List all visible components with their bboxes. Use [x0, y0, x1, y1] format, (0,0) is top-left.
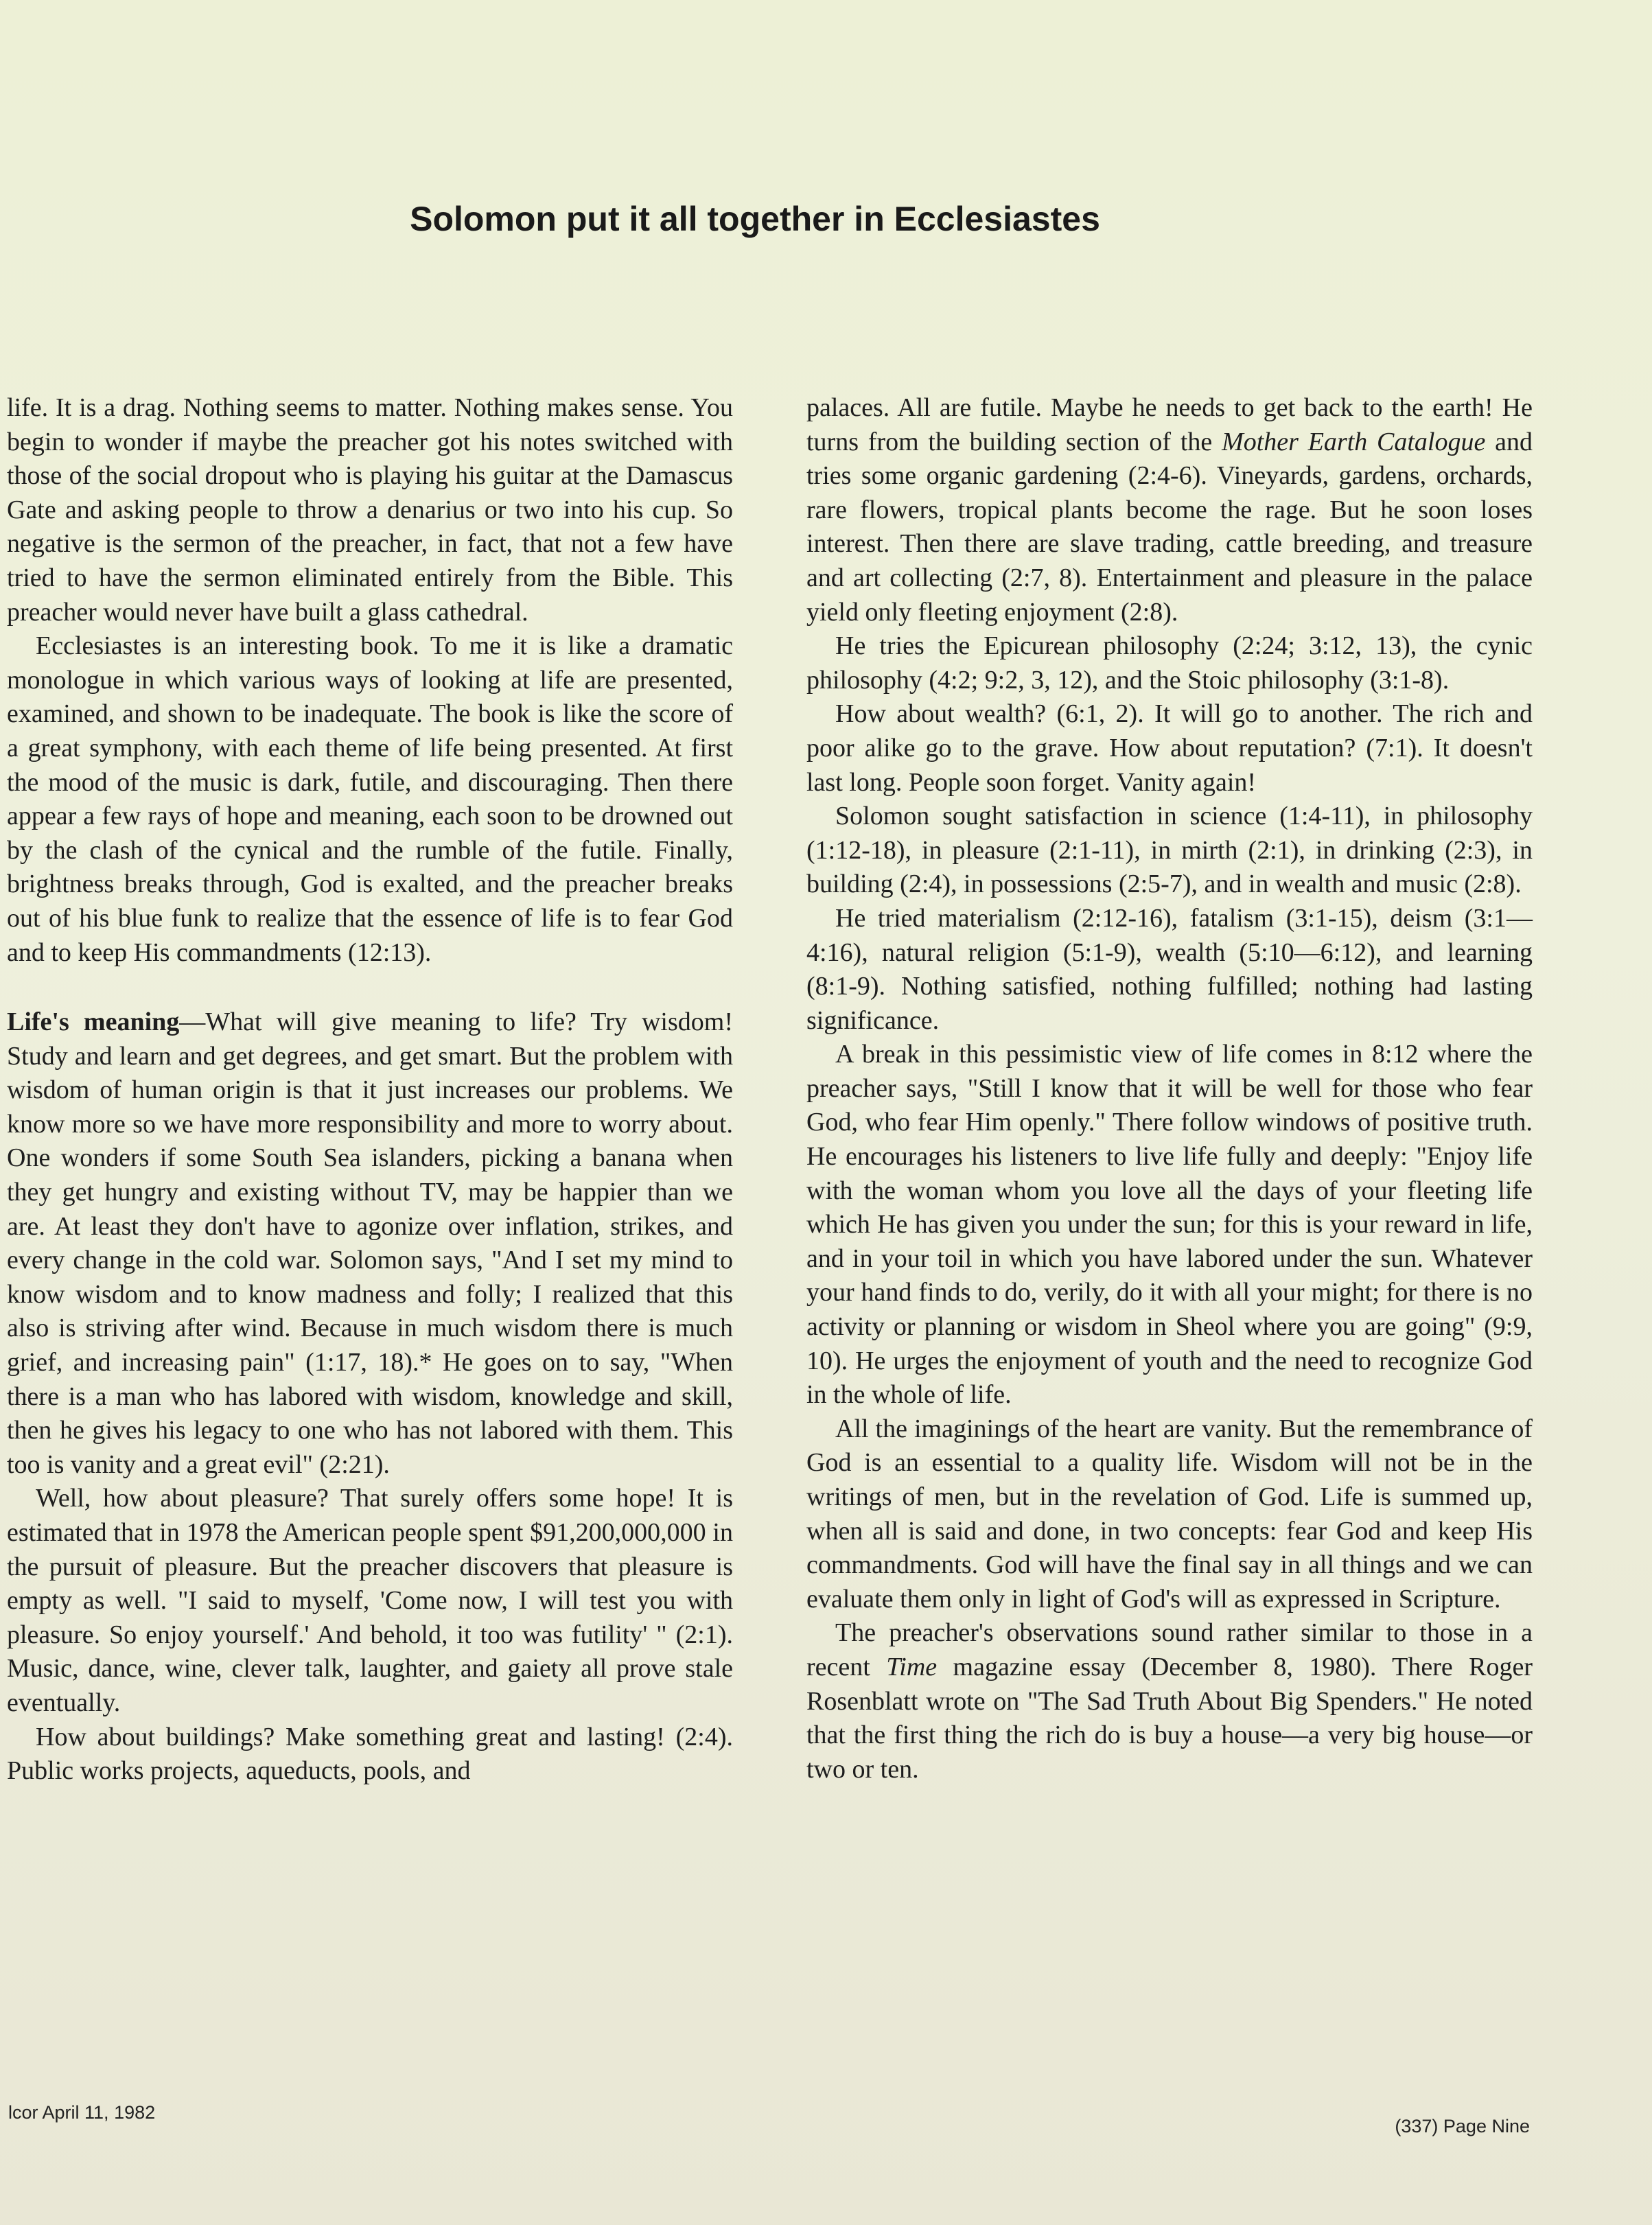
italic-title: Time: [886, 1652, 938, 1681]
paragraph: Solomon sought satisfaction in science (1:4-11), in philosophy (1:12-18), in pleasure (2:1-11), in mirth (2:1), in drinking (2:3), in building (2:4), in possessions (2:5-7), and in wealth and music (2:8).: [806, 802, 1533, 899]
paragraph: A break in this pessimistic view of life comes in 8:12 where the preacher says, "Still I know that it will be well for those who fear God, who fear Him openly." There follow windows of positive truth. He encourages his listeners to live life fully and deeply: "Enjoy life with the woman whom you love all the days of your fleeting life which He has given you under the sun; for this is your reward in life, and in your toil in which you have labored under the sun. Whatever your hand finds to do, verily, do it with all your might; for there is no activity or planning or wisdom in Sheol where you are going" (9:9, 10). He urges the enjoyment of youth and the need to recognize God in the whole of life.: [806, 1040, 1533, 1410]
right-column: [806, 391, 1533, 1786]
paragraph: He tries the Epicurean philosophy (2:24; 3:12, 13), the cynic philosophy (4:2; 9:2, 3, 12), and the Stoic philosophy (3:1-8).: [806, 631, 1533, 695]
run-in-heading: Life's meaning: [7, 1007, 180, 1037]
paragraph: life. It is a drag. Nothing seems to matter. Nothing makes sense. You begin to wonder if maybe the preacher got his notes switched with those of the social dropout who is playing his guitar at the Damascus Gate and asking people to throw a denarius or two into his cup. So negative is the sermon of the preacher, in fact, that not a few have tried to have the sermon eliminated entirely from the Bible. This preacher would never have built a glass cathedral.: [7, 393, 733, 627]
paragraph: How about wealth? (6:1, 2). It will go to another. The rich and poor alike go to the grave. How about reputation? (7:1). It doesn't last long. People soon forget. Vanity again!: [806, 699, 1533, 797]
paragraph: [806, 391, 1533, 629]
paragraph-text: —What will give meaning to life? Try wisdom! Study and learn and get degrees, and get smart. But the problem with wisdom of human origin is that it just increases our problems. We know more so we have more responsibility and more to worry about. One wonders if some South Sea islanders, picking a banana when they get hungry and existing without TV, may be happier than we are. At least they don't have to agonize over inflation, strikes, and every change in the cold war. Solomon says, "And I set my mind to know wisdom and to know madness and folly; I realized that this also is striving after wind. Because in much wisdom there is much grief, and increasing pain" (1:17, 18).* He goes on to say, "When there is a man who has labored with wisdom, knowledge and skill, then he gives his legacy to one who has not labored with them. This too is vanity and a great evil" (2:21).: [7, 1007, 733, 1479]
paragraph: How about buildings? Make something great and lasting! (2:4). Public works projects, aqueducts, pools, and: [7, 1722, 733, 1786]
article-title: Solomon put it all together in Ecclesiastes: [410, 200, 1100, 238]
footer-date: lcor April 11, 1982: [8, 2102, 156, 2123]
paragraph: He tried materialism (2:12-16), fatalism (3:1-15), deism (3:1—4:16), natural religion (5:1-9), wealth (5:10—6:12), and learning (8:1-9). Nothing satisfied, nothing fulfilled; nothing had lasting significance.: [806, 903, 1533, 1035]
left-column: [7, 391, 733, 1789]
paragraph-text: The preacher's observations sound rather similar to those in a recent: [806, 1618, 1533, 1681]
paragraph-text: palaces. All are futile. Maybe he needs to get back to the earth! He turns from the building section of the: [806, 393, 1533, 456]
paragraph: Ecclesiastes is an interesting book. To me it is like a dramatic monologue in which various ways of looking at life are presented, examined, and shown to be inadequate. The book is like the score of a great symphony, with each theme of life being presented. At first the mood of the music is dark, futile, and discouraging. Then there appear a few rays of hope and meaning, each soon to be drowned out by the clash of the cynical and the rumble of the futile. Finally, brightness breaks through, God is exalted, and the preacher breaks out of his blue funk to realize that the essence of life is to fear God and to keep His commandments (12:13).: [7, 631, 733, 967]
paragraph-lifes-meaning: [7, 1005, 733, 1482]
italic-title: Mother Earth Catalogue: [1222, 427, 1486, 456]
page-number: (337) Page Nine: [1395, 2116, 1530, 2136]
paragraph: Well, how about pleasure? That surely offers some hope! It is estimated that in 1978 the American people spent $91,200,000,000 in the pursuit of pleasure. But the preacher discovers that pleasure is empty as well. "I said to myself, 'Come now, I will test you with pleasure. So enjoy yourself.' And behold, it too was futility' " (2:1). Music, dance, wine, clever talk, laughter, and gaiety all prove stale eventually.: [7, 1484, 733, 1717]
paragraph: [806, 1616, 1533, 1786]
paragraph-text: magazine essay (December 8, 1980). There Roger Rosenblatt wrote on "The Sad Truth About Big Spenders." He noted that the first thing the rich do is buy a house—a very big house—or two or ten.: [806, 1652, 1533, 1784]
paragraph: All the imaginings of the heart are vanity. But the remembrance of God is an essential to a quality life. Wisdom will not be in the writings of men, but in the revelation of God. Life is summed up, when all is said and done, in two concepts: fear God and keep His commandments. God will have the final say in all things and we can evaluate them only in light of God's will as expressed in Scripture.: [806, 1414, 1533, 1614]
paragraph-text: and tries some organic gardening (2:4-6). Vineyards, gardens, orchards, rare flowers, tropical plants become the rage. But he soon loses interest. Then there are slave trading, cattle breeding, and treasure and art collecting (2:7, 8). Entertainment and pleasure in the palace yield only fleeting enjoyment (2:8).: [806, 427, 1533, 627]
